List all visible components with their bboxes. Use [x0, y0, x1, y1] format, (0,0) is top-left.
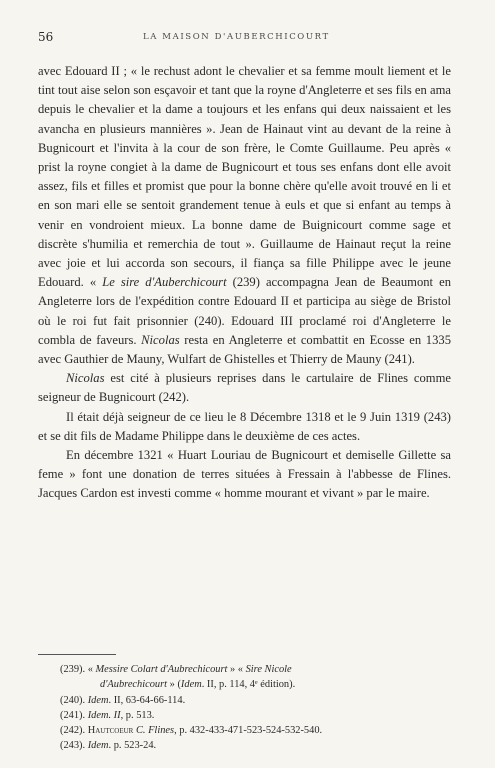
page-number: 56: [38, 30, 54, 44]
page-header: [38, 30, 458, 46]
footnote-239: (239). « Messire Colart d'Aubrechicourt » « Sire Nicole d'Aubrechicourt » (Idem. II, p. 114, 4ᵉ édition).: [60, 664, 296, 691]
paragraph-1: avec Edouard II ; « le rechust adont le chevalier et sa femme moult liement et le tint tout aise selon son esçavoir et tant que la royne d'Angleterre et ses fils en ama depuis le chevalier et la dame a toujours et les enfans qui deux naissaient et les avancha en plusieurs mannières ». Jean de Hainaut vint au devant de la reine à Bugnicourt et l'invita à la cour de son frère, le Comte Guillaume. Peu après « prist la royne congiet à la dame de Bugnicourt et tous ses enfans dont elle avoit assez, fils et filles et promist que pour la bonne chère qu'elle avoit trouvé en li et en son mari elle se sentoit grandement tenue à euls et que si enfant au temps à venir en vondroient mieux. La bonne dame de Buignicourt comme sage et discrète s'humilia et remerchia de tout ». Guillaume de Hainaut reçut la reine avec joie et lui accorda son secours, il fiança sa fille Philippe avec le jeune Edouard. « Le sire d'Auberchicourt (239) accompagna Jean de Beaumont en Angleterre lors de l'expédition contre Edouard II et participa au siège de Bristol où le roi fut fait prisonnier (240). Edouard III proclamé roi d'Angleterre le combla de faveurs. Nicolas resta en Angleterre et combattit en Ecosse en 1335 avec Gauthier de Mauny, Wulfart de Ghistelles et Thierry de Mauny (241).: [38, 64, 451, 367]
footnote-240: (240). Idem. II, 63-64-66-114.: [60, 694, 186, 706]
footnotes: [60, 662, 450, 754]
footnote-243: (243). Idem. p. 523-24.: [60, 740, 157, 752]
footnote-242: (242). Hautcoeur C. Flines, p. 432-433-471-523-524-532-540.: [60, 725, 323, 737]
paragraph-2: Nicolas est cité à plusieurs reprises dans le cartulaire de Flines comme seigneur de Bugnicourt (242).: [38, 371, 451, 405]
paragraph-4: En décembre 1321 « Huart Louriau de Bugnicourt et demiselle Gillette sa feme » font une donation de terres situées à Fressain à l'abbesse de Flines. Jacques Cardon est investi comme « homme mourant et vivant » par le maire.: [38, 448, 451, 501]
running-title: LA MAISON D'AUBERCHICOURT: [143, 32, 330, 42]
paragraph-3: Il était déjà seigneur de ce lieu le 8 Décembre 1318 et le 9 Juin 1319 (243) et se dit fils de Madame Philippe dans le deuxième de ces actes.: [38, 409, 451, 443]
body-text: [38, 62, 451, 504]
footnote-divider: [38, 654, 116, 655]
footnote-241: (241). Idem. II, p. 513.: [60, 709, 155, 721]
